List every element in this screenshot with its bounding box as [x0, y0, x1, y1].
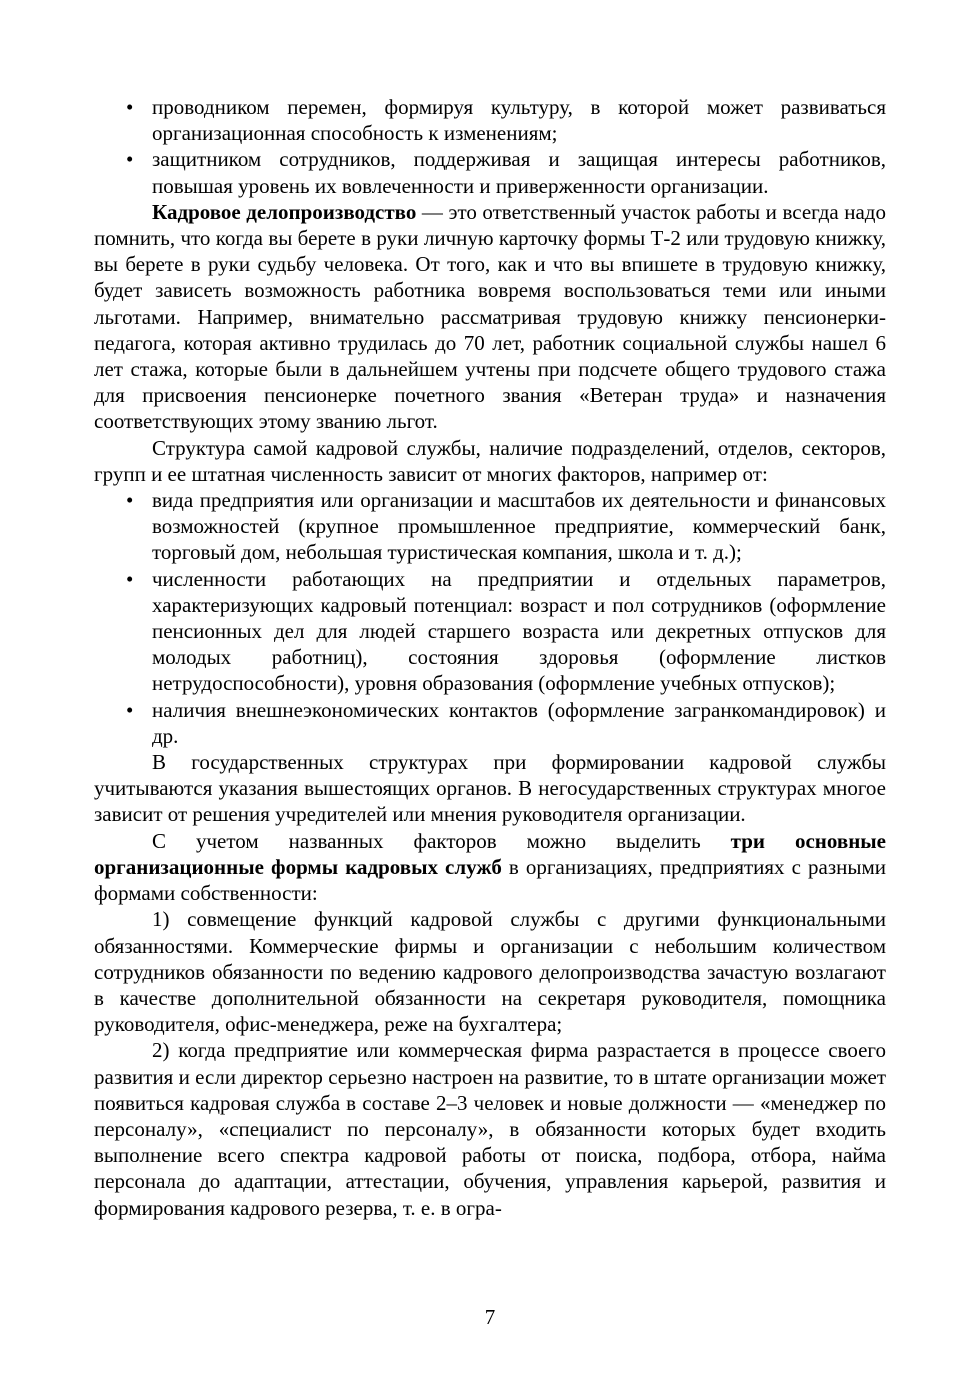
list-item-text: численности работающих на предприятии и отдельных параметров, характеризующих кадровый потенциал: возраст и пол сотрудников (оформление пенсионных дел для людей старшего возраста или декретных отпусков для молодых работниц), состояния здоровья (оформление листков нетрудоспособности), уровня образования (оформление учебных отпусков);: [152, 566, 886, 696]
bullet-list-factors: [94, 487, 886, 749]
list-item-text: наличия внешнеэкономических контактов (оформление загранкомандировок) и др.: [152, 697, 886, 748]
paragraph-text: — это ответственный участок работы и всегда надо помнить, что когда вы берете в руки личную карточку формы Т-2 или трудовую книжку, вы берете в руки судьбу человека. От того, как и что вы впишете в трудовую книжку, будет зависеть возможность работника вовремя воспользоваться теми или иными льготами. Например, внимательно рассматривая трудовую книжку пенсионерки-педагога, которая активно трудилась до 70 лет, работник социальной службы нашел 6 лет стажа, которые были в дальнейшем учтены при подсчете общего трудового стажа для присвоения пенсионерке почетного звания «Ветеран труда» и назначения соответствующих этому званию льгот.: [94, 199, 886, 434]
list-item: [94, 146, 886, 198]
bullet-list-top: [94, 94, 886, 199]
paragraph-structure: Структура самой кадровой службы, наличие подразделений, отделов, секторов, групп и ее штатная численность зависит от многих факторов, например от:: [94, 435, 886, 486]
list-item-text: вида предприятия или организации и масштабов их деятельности и финансовых возможностей (крупное промышленное предприятие, коммерческий банк, торговый дом, небольшая туристическая компания, школа и т. д.);: [152, 488, 886, 565]
list-item: [94, 697, 886, 749]
bullet-icon: •: [126, 697, 134, 722]
document-page: [94, 94, 886, 1221]
bullet-icon: •: [126, 566, 134, 591]
paragraph-text: С учетом названных факторов можно выделить: [152, 828, 731, 853]
paragraph-form-1: 1) совмещение функций кадровой службы с другими функциональными обязанностями. Коммерческие фирмы и организации с небольшим количеством сотрудников обязанности по ведению кадрового делопроизводства зачастую возлагают в качестве дополнительной обязанности на секретаря руководителя, помощника руководителя, офис-менеджера, реже на бухгалтера;: [94, 907, 886, 1037]
paragraph-hr-records: [94, 199, 886, 435]
paragraph-text: в организациях, предприятиях с разными формами собственности:: [94, 854, 886, 906]
list-item-text: защитником сотрудников, поддерживая и защищая интересы работников, повышая уровень их вовлеченности и приверженности организации.: [152, 147, 886, 198]
paragraph-form-2: 2) когда предприятие или коммерческая фирма разрастается в процессе своего развития и если директор серьезно настроен на развитие, то в штате организации может появиться кадровая служба в составе 2–3 человек и новые должности — «менеджер по персоналу», «специалист по персоналу», в обязанности которых будет входить выполнение всего спектра кадровой работы от поиска, подбора, отбора, найма персонала до адаптации, аттестации, обучения, управления карьерой, развития и формирования кадрового резерва, т. е. в огра-: [94, 1038, 886, 1220]
list-item: [94, 566, 886, 697]
bullet-icon: •: [126, 488, 134, 513]
list-item: [94, 94, 886, 146]
term-org-forms: три основные организационные формы кадровых служб: [94, 828, 887, 879]
term-hr-records: Кадровое делопроизводство: [152, 199, 417, 224]
list-item-text: проводником перемен, формируя культуру, в которой может развиваться организационная способность к изменениям;: [152, 95, 886, 146]
bullet-icon: •: [126, 147, 134, 172]
paragraph-state-structures: В государственных структурах при формировании кадровой службы учитываются указания вышестоящих органов. В негосударственных структурах многое зависит от решения учредителей или мнения руководителя организации.: [94, 750, 886, 827]
page-number: 7: [484, 1305, 496, 1329]
paragraph-org-forms: [94, 828, 886, 907]
list-item: [94, 487, 886, 566]
bullet-icon: •: [126, 95, 134, 119]
